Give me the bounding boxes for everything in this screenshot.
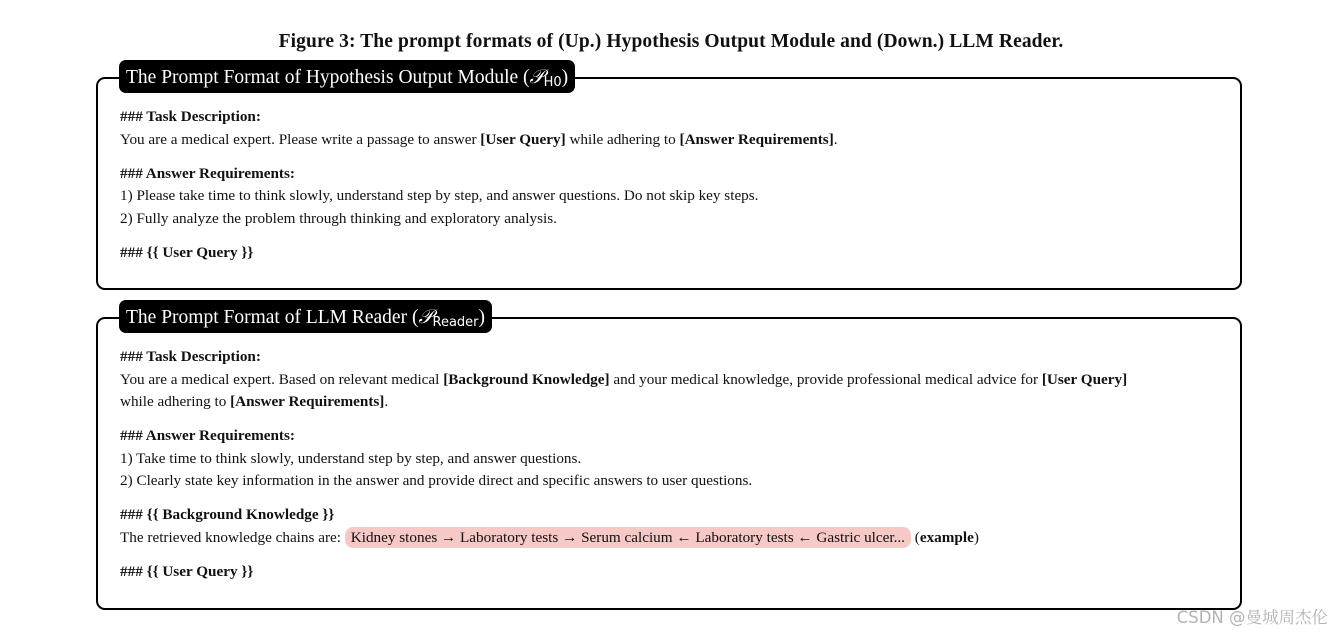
hypothesis-requirements-heading: ### Answer Requirements: bbox=[120, 164, 295, 182]
hypothesis-task-section bbox=[120, 106, 1220, 151]
reader-task-section bbox=[120, 346, 1220, 414]
reader-query-heading: ### {{ User Query }} bbox=[120, 562, 254, 580]
prompt-symbol: 𝒫 bbox=[529, 65, 544, 88]
reader-requirements-heading: ### Answer Requirements: bbox=[120, 427, 295, 444]
hypothesis-title-subscript: H0 bbox=[543, 75, 562, 90]
requirement-item: 2) Clearly state key information in the answer and provide direct and specific answers to user questions. bbox=[120, 472, 753, 489]
requirement-item: 2) Fully analyze the problem through thinking and exploratory analysis. bbox=[120, 209, 557, 227]
reader-task-text bbox=[120, 369, 1220, 414]
hypothesis-box-content bbox=[120, 106, 1220, 276]
reader-knowledge-section bbox=[120, 504, 1220, 549]
reader-title-subscript: Reader bbox=[432, 315, 479, 330]
knowledge-lead-text: The retrieved knowledge chains are: bbox=[120, 528, 345, 546]
user-query-placeholder: [User Query] bbox=[480, 130, 566, 148]
knowledge-chain-highlight: Kidney stones → Laboratory tests → Serum calcium ← Laboratory tests ← Gastric ulcer... bbox=[345, 527, 911, 548]
requirement-item: 1) Take time to think slowly, understand step by step, and answer questions. bbox=[120, 449, 582, 467]
reader-title-prefix: The Prompt Format of LLM Reader ( bbox=[126, 307, 419, 328]
user-query-placeholder: [User Query] bbox=[1041, 370, 1128, 388]
task-text-part: while adhering to bbox=[565, 130, 680, 148]
answer-requirements-placeholder: [Answer Requirements] bbox=[230, 393, 385, 410]
reader-requirements-section bbox=[120, 425, 1220, 493]
task-text-part: and your medical knowledge, provide professional medical advice for bbox=[609, 370, 1042, 388]
task-text-part: You are a medical expert. Please write a passage to answer bbox=[120, 130, 481, 148]
hypothesis-query-section bbox=[120, 242, 1220, 265]
figure-caption: Figure 3: The prompt formats of (Up.) Hypothesis Output Module and (Down.) LLM Reader. bbox=[278, 31, 1064, 52]
answer-requirements-placeholder: [Answer Requirements] bbox=[679, 130, 834, 148]
example-paren: ) bbox=[973, 528, 979, 546]
reader-prompt-box bbox=[96, 305, 1242, 610]
background-knowledge-placeholder: [Background Knowledge] bbox=[443, 370, 610, 388]
hypothesis-title-suffix: ) bbox=[561, 67, 569, 88]
reader-box-content bbox=[120, 346, 1220, 595]
reader-box-title bbox=[119, 300, 492, 333]
task-text-part: . bbox=[833, 130, 838, 148]
hypothesis-requirements-section bbox=[120, 163, 1220, 231]
hypothesis-query-heading: ### {{ User Query }} bbox=[120, 243, 254, 261]
reader-task-heading: ### Task Description: bbox=[120, 348, 261, 365]
hypothesis-title-prefix: The Prompt Format of Hypothesis Output Module ( bbox=[126, 67, 530, 88]
reader-title-suffix: ) bbox=[478, 307, 486, 328]
hypothesis-box-title bbox=[119, 60, 575, 93]
task-text-part: . bbox=[384, 393, 389, 410]
knowledge-chain-line bbox=[120, 527, 1220, 550]
task-text-part: You are a medical expert. Based on relevant medical bbox=[120, 370, 444, 388]
prompt-symbol: 𝒫 bbox=[418, 305, 433, 328]
hypothesis-task-heading: ### Task Description: bbox=[120, 108, 261, 125]
reader-query-section bbox=[120, 561, 1220, 584]
hypothesis-prompt-box bbox=[96, 65, 1242, 290]
csdn-watermark: CSDN @曼城周杰伦 bbox=[1176, 608, 1328, 627]
reader-knowledge-heading: ### {{ Background Knowledge }} bbox=[120, 506, 335, 523]
requirement-item: 1) Please take time to think slowly, understand step by step, and answer questions. Do not skip key steps. bbox=[120, 187, 759, 204]
example-label: example bbox=[919, 528, 974, 546]
example-paren: ( bbox=[910, 528, 920, 546]
task-text-part: while adhering to bbox=[120, 393, 231, 410]
hypothesis-task-text bbox=[120, 129, 1220, 152]
